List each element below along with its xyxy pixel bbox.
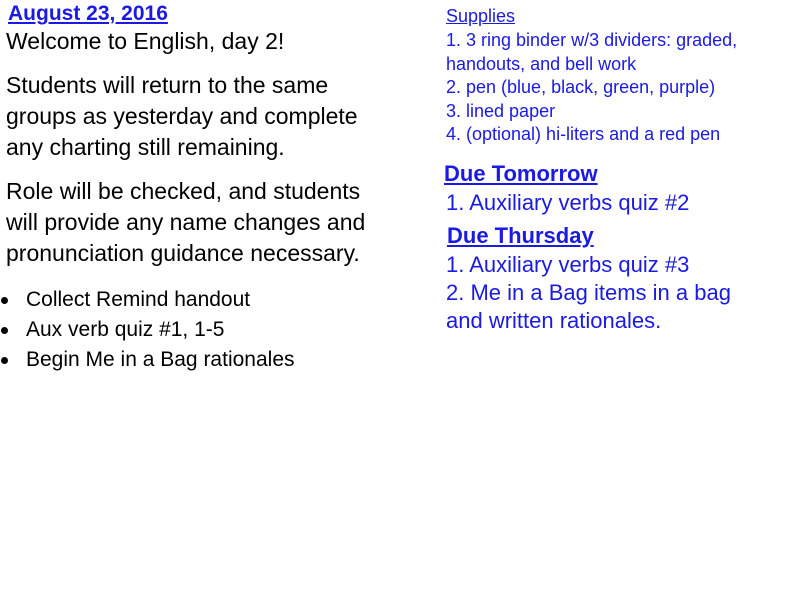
agenda-item [0,285,295,315]
bullet-icon [1,357,8,364]
due-tomorrow-line: 1. Auxiliary verbs quiz #2 [446,190,690,215]
due-thursday-line: and written rationales. [446,308,662,333]
supplies-line: 4. (optional) hi-liters and a red pen [446,124,721,144]
paragraph-groups [6,70,358,163]
due-thursday-title: Due Thursday [447,223,594,248]
paragraph-line: Role will be checked, and students [6,178,361,204]
supplies-line: 3. lined paper [446,100,556,121]
supplies-line: 1. 3 ring binder w/3 dividers: graded, [446,30,738,50]
paragraph-line: groups as yesterday and complete [6,103,358,129]
due-thursday-line: 1. Auxiliary verbs quiz #3 [446,252,690,277]
supplies-list [446,29,737,147]
agenda-item-label: Collect Remind handout [26,288,251,311]
agenda-item [0,315,295,345]
agenda-item [0,345,295,375]
paragraph-line: Students will return to the same [6,72,329,98]
agenda-item-label: Aux verb quiz #1, 1-5 [26,318,225,341]
paragraph-role [6,176,365,269]
due-tomorrow-list [446,189,689,217]
agenda-list [0,285,295,375]
due-tomorrow-title: Due Tomorrow [444,161,598,186]
agenda-item-label: Begin Me in a Bag rationales [26,348,295,371]
due-thursday-line: 2. Me in a Bag items in a bag [446,280,731,305]
supplies-title: Supplies [446,6,516,26]
supplies-line: handouts, and bell work [446,53,637,74]
bullet-icon [1,327,8,334]
supplies-line: 2. pen (blue, black, green, purple) [446,77,716,97]
due-thursday-list [446,251,731,335]
paragraph-line: any charting still remaining. [6,134,285,160]
welcome-text: Welcome to English, day 2! [6,28,285,54]
bullet-icon [1,297,8,304]
paragraph-line: pronunciation guidance necessary. [6,240,360,266]
date-heading: August 23, 2016 [8,2,168,25]
paragraph-line: will provide any name changes and [6,209,366,235]
